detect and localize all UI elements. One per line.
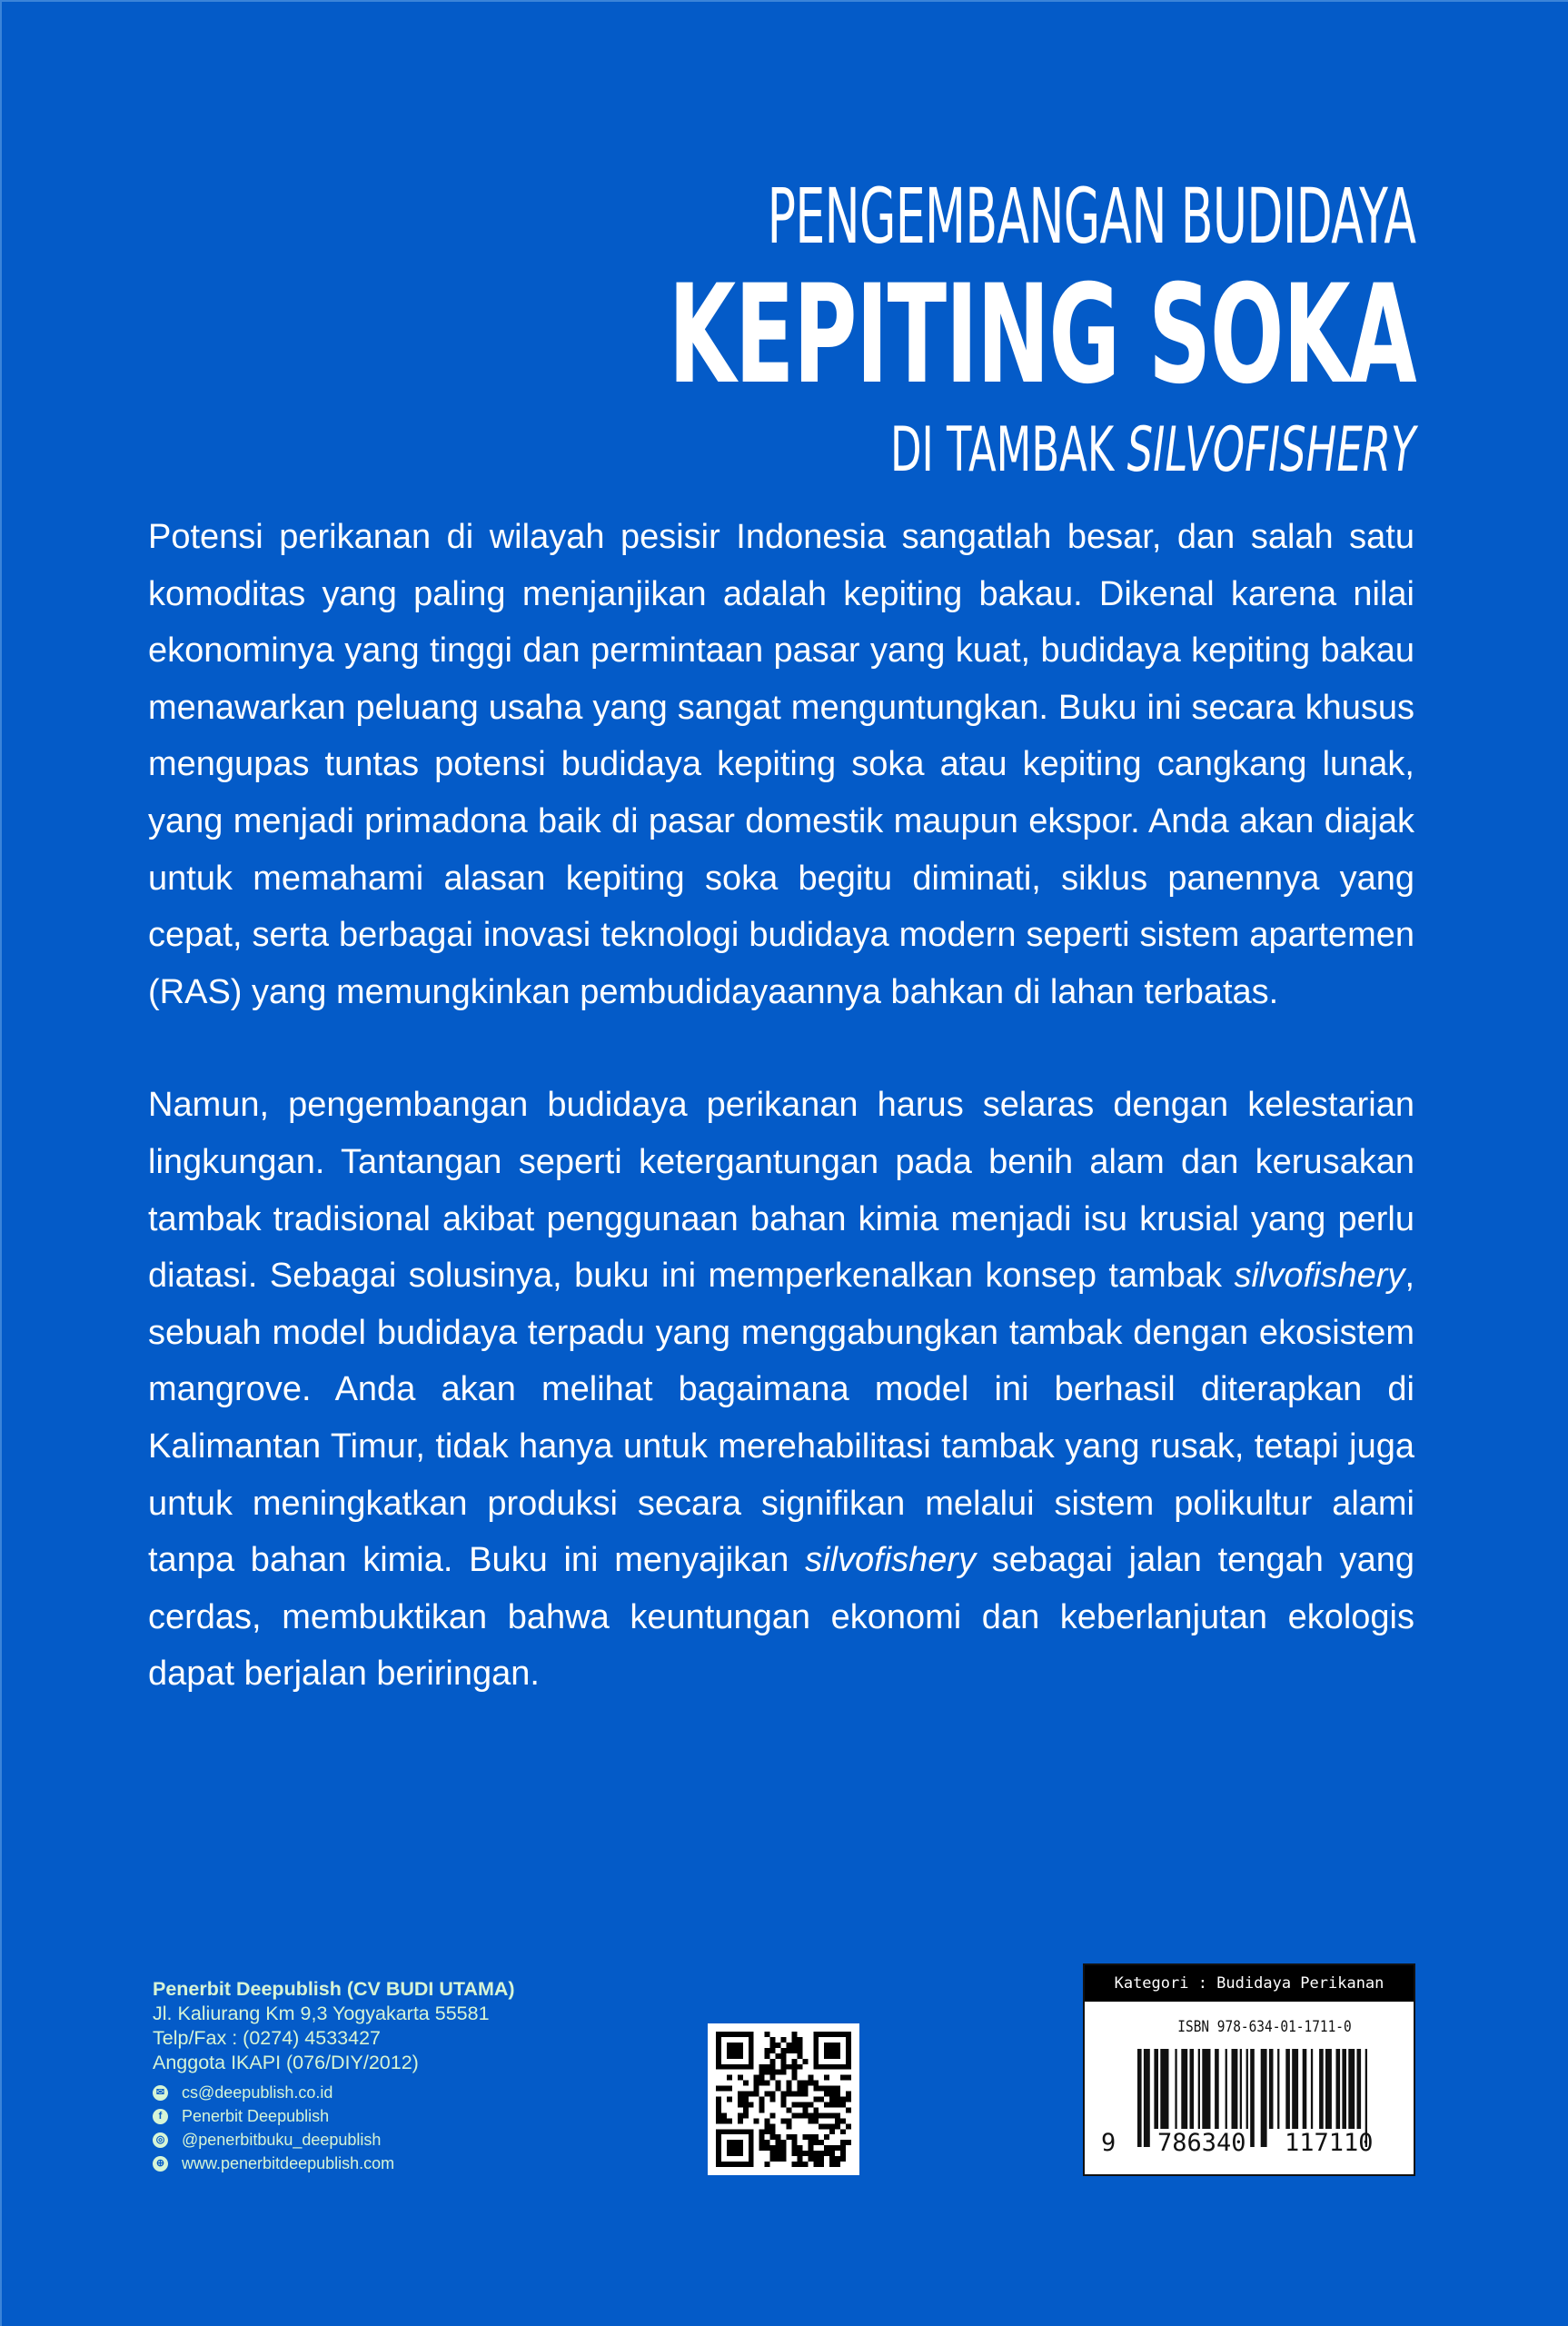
qr-module (824, 2075, 829, 2081)
qr-module (770, 2123, 776, 2129)
qr-module (727, 2086, 732, 2092)
qr-module (829, 2123, 835, 2129)
qr-module (781, 2059, 787, 2064)
qr-module (829, 2092, 835, 2097)
contact-instagram[interactable] (153, 2128, 515, 2152)
qr-module (770, 2129, 776, 2134)
qr-module (781, 2145, 787, 2151)
email-icon: ✉ (153, 2085, 168, 2101)
qr-module (765, 2092, 770, 2097)
qr-module (743, 2102, 749, 2107)
qr-module (840, 2118, 846, 2123)
qr-module (829, 2097, 835, 2102)
qr-module (776, 2145, 781, 2151)
qr-module (791, 2043, 797, 2048)
qr-module (765, 2048, 770, 2053)
title-line-2: KEPITING SOKA (668, 256, 1415, 414)
qr-module (791, 2162, 797, 2167)
qr-module (835, 2145, 840, 2151)
qr-module (743, 2107, 749, 2112)
qr-module (791, 2112, 797, 2118)
qr-module (797, 2048, 802, 2053)
qr-module (791, 2059, 797, 2064)
qr-module (770, 2070, 776, 2075)
qr-module (840, 2156, 846, 2162)
qr-module (808, 2156, 813, 2162)
qr-module (819, 2151, 824, 2156)
qr-module (835, 2097, 840, 2102)
qr-module (802, 2092, 808, 2097)
qr-module (776, 2086, 781, 2092)
qr-module (813, 2134, 819, 2140)
qr-module (791, 2140, 797, 2145)
qr-module (829, 2086, 835, 2092)
publisher-address: Jl. Kaliurang Km 9,3 Yogyakarta 55581 (153, 2003, 490, 2024)
qr-module (770, 2092, 776, 2097)
barcode-bar (1137, 2049, 1142, 2147)
contact-instagram-text[interactable]: @penerbitbuku_deepublish (182, 2130, 382, 2149)
qr-module (808, 2102, 813, 2107)
qr-module (808, 2134, 813, 2140)
qr-module (791, 2145, 797, 2151)
synopsis-paragraph-1: Potensi perikanan di wilayah pesisir Indonesia sangatlah besar, dan salah satu komoditas yang paling menjanjikan adalah kepiting bakau. Dikenal karena nilai ekonominya yang tinggi dan permintaan pasar yang kuat, budidaya kepiting bakau menawarkan peluang usaha yang sangat menguntungkan. Buku ini secara khusus mengupas tuntas potensi budidaya kepiting soka atau kepiting cangkang lunak, yang menjadi primadona baik di pasar domestik maupun ekspor. Anda akan diajak untuk memahami alasan kepiting soka begitu diminati, siklus panennya yang cepat, serta berbagai inovasi teknologi budidaya modern seperti sistem apartemen (RAS) yang memungkinkan pembudidayaannya bahkan di lahan terbatas. (148, 518, 1414, 1011)
qr-module (813, 2086, 819, 2092)
qr-module (743, 2112, 749, 2118)
publisher-info (153, 1977, 515, 2175)
qr-module (776, 2156, 781, 2162)
qr-module (819, 2156, 824, 2162)
qr-module (802, 2107, 808, 2112)
qr-module (759, 2140, 765, 2145)
qr-module (759, 2129, 765, 2134)
barcode-bar (1240, 2049, 1242, 2129)
contact-email-text[interactable]: cs@deepublish.co.id (182, 2082, 333, 2102)
qr-module (759, 2145, 765, 2151)
qr-module (727, 2075, 732, 2081)
qr-module (781, 2092, 787, 2097)
qr-module (819, 2123, 824, 2129)
qr-module (819, 2086, 824, 2092)
contact-website-text[interactable]: www.penerbitdeepublish.com (182, 2153, 395, 2172)
qr-module (781, 2118, 787, 2123)
qr-module (791, 2070, 797, 2075)
qr-module (721, 2112, 727, 2118)
barcode-bar (1269, 2049, 1274, 2129)
qr-module (759, 2107, 765, 2112)
qr-module (846, 2075, 851, 2081)
qr-module (754, 2092, 759, 2097)
publisher-contacts (153, 2081, 515, 2175)
contact-facebook[interactable] (153, 2104, 515, 2128)
qr-module (835, 2118, 840, 2123)
qr-module (802, 2081, 808, 2086)
qr-module (749, 2092, 754, 2097)
title-line-3 (645, 414, 1415, 487)
synopsis-p2-italic2: silvofishery (805, 1541, 977, 1580)
qr-module (808, 2118, 813, 2123)
qr-module (765, 2145, 770, 2151)
qr-module (776, 2140, 781, 2145)
qr-module (786, 2086, 791, 2092)
barcode-bar (1325, 2049, 1332, 2129)
qr-module (727, 2118, 732, 2123)
qr-module (738, 2102, 743, 2107)
qr-module (776, 2134, 781, 2140)
qr-module (781, 2053, 787, 2059)
qr-module (791, 2092, 797, 2097)
qr-module (781, 2037, 787, 2043)
qr-module (829, 2102, 835, 2107)
qr-module (802, 2059, 808, 2064)
qr-module (819, 2097, 824, 2102)
qr-module (770, 2156, 776, 2162)
barcode-bar (1160, 2049, 1168, 2129)
synopsis-p2-part2: , sebuah model budidaya terpadu yang menggabungkan tambak dengan ekosistem mangrove. Anda akan melihat bagaimana model ini berhasil diterapkan di Kalimantan Timur, tidak hanya untuk merehabilitasi tambak yang rusak, tetapi juga untuk meningkatkan produksi secara signifikan melalui sistem polikultur alami tanpa bahan kimia. Buku ini menyajikan (148, 1257, 1414, 1580)
qr-module (754, 2086, 759, 2092)
qr-module (829, 2112, 835, 2118)
qr-module (819, 2140, 824, 2145)
qr-module (781, 2064, 787, 2070)
qr-module (770, 2037, 776, 2043)
qr-module (791, 2134, 797, 2140)
barcode-bar (1226, 2049, 1227, 2129)
qr-module (813, 2097, 819, 2102)
qr-module (765, 2053, 770, 2059)
qr-module (797, 2086, 802, 2092)
qr-module (835, 2102, 840, 2107)
qr-module (813, 2140, 819, 2145)
qr-module (781, 2070, 787, 2075)
qr-module (786, 2064, 791, 2070)
instagram-icon: ◎ (153, 2132, 168, 2148)
publisher-name: Penerbit Deepublish (CV BUDI UTAMA) (153, 1978, 515, 2000)
qr-module (802, 2086, 808, 2092)
qr-module (797, 2043, 802, 2048)
qr-module (791, 2102, 797, 2107)
qr-module (791, 2048, 797, 2053)
qr-code[interactable] (708, 2023, 859, 2175)
qr-module (781, 2102, 787, 2107)
barcode-digit-first: 9 (1101, 2129, 1116, 2157)
publisher-membership: Anggota IKAPI (076/DIY/2012) (153, 2052, 419, 2073)
barcode-digits-right: 117110 (1285, 2129, 1374, 2157)
barcode-bar (1250, 2049, 1255, 2147)
qr-module (765, 2070, 770, 2075)
barcode-bar (1181, 2049, 1187, 2129)
qr-module (776, 2151, 781, 2156)
contact-email[interactable] (153, 2081, 515, 2104)
qr-module (802, 2102, 808, 2107)
book-title (248, 173, 1415, 487)
barcode-bar (1319, 2049, 1324, 2129)
qr-module (840, 2097, 846, 2102)
qr-module (786, 2048, 791, 2053)
qr-module (781, 2140, 787, 2145)
barcode-bar (1215, 2049, 1219, 2129)
qr-module (781, 2097, 787, 2102)
qr-module (786, 2043, 791, 2048)
qr-module (776, 2070, 781, 2075)
isbn-barcode-box (1083, 1963, 1415, 2176)
qr-module (835, 2123, 840, 2129)
barcode-bar (1348, 2049, 1355, 2129)
qr-module (846, 2123, 851, 2129)
qr-module (727, 2043, 743, 2059)
qr-module (813, 2107, 819, 2112)
synopsis-p2-part1: Namun, pengembangan budidaya perikanan harus selaras dengan kelestarian lingkungan. Tantangan seperti ketergantungan pada benih alam dan kerusakan tambak tradisional akibat penggunaan bahan kimia menjadi isu krusial yang perlu diatasi. Sebagai solusinya, buku ini memperkenalkan konsep tambak (148, 1086, 1414, 1296)
publisher-phone: Telp/Fax : (0274) 4533427 (153, 2027, 381, 2049)
qr-module (835, 2086, 840, 2092)
qr-module (824, 2092, 829, 2097)
qr-module (743, 2081, 749, 2086)
qr-module (776, 2081, 781, 2086)
qr-module (738, 2118, 743, 2123)
qr-module (829, 2156, 835, 2162)
qr-module (738, 2097, 743, 2102)
qr-module (759, 2064, 765, 2070)
title-line-3-italic: SILVOFISHERY (1126, 414, 1415, 486)
qr-module (770, 2112, 776, 2118)
qr-module (765, 2064, 770, 2070)
qr-module (786, 2107, 791, 2112)
qr-module (802, 2151, 808, 2156)
qr-module (802, 2112, 808, 2118)
qr-module (819, 2162, 824, 2167)
qr-module (716, 2112, 721, 2118)
qr-module (797, 2092, 802, 2097)
qr-module (765, 2140, 770, 2145)
qr-module (770, 2145, 776, 2151)
qr-module (797, 2156, 802, 2162)
qr-module (835, 2112, 840, 2118)
qr-module (835, 2156, 840, 2162)
facebook-icon: f (153, 2109, 168, 2124)
qr-module (846, 2140, 851, 2145)
qr-module (846, 2097, 851, 2102)
qr-module (759, 2134, 765, 2140)
qr-module (813, 2162, 819, 2167)
qr-module (765, 2162, 770, 2167)
qr-module (759, 2102, 765, 2107)
qr-module (808, 2145, 813, 2151)
qr-module (786, 2081, 791, 2086)
qr-module (765, 2081, 770, 2086)
barcode-bar (1246, 2049, 1248, 2129)
qr-module (770, 2097, 776, 2102)
qr-module (813, 2151, 819, 2156)
qr-module (835, 2162, 840, 2167)
qr-module (791, 2151, 797, 2156)
qr-module (721, 2086, 727, 2092)
contact-website[interactable] (153, 2152, 515, 2175)
barcode-bar (1277, 2049, 1279, 2129)
qr-module (754, 2118, 759, 2123)
barcode-bar (1202, 2049, 1210, 2129)
barcode-bar (1232, 2049, 1238, 2129)
qr-module (716, 2086, 721, 2092)
qr-module (824, 2123, 829, 2129)
qr-module (716, 2107, 721, 2112)
qr-module (791, 2032, 797, 2037)
synopsis-p2-italic1: silvofishery (1234, 1257, 1405, 1296)
qr-module (716, 2097, 721, 2102)
qr-module (727, 2097, 732, 2102)
synopsis (148, 509, 1414, 1703)
barcode-bar (1311, 2049, 1313, 2129)
qr-module (813, 2118, 819, 2123)
qr-module (840, 2129, 846, 2134)
qr-module (797, 2064, 802, 2070)
qr-module (759, 2081, 765, 2086)
cover-edge-top (0, 0, 1568, 2)
qr-module (759, 2070, 765, 2075)
qr-module (781, 2151, 787, 2156)
qr-module (824, 2151, 829, 2156)
qr-module (721, 2118, 727, 2123)
qr-module (802, 2162, 808, 2167)
qr-module (791, 2075, 797, 2081)
qr-module (765, 2129, 770, 2134)
qr-module (759, 2097, 765, 2102)
barcode-bar (1303, 2049, 1307, 2129)
barcode-bar (1144, 2049, 1150, 2147)
qr-module (824, 2086, 829, 2092)
qr-module (770, 2075, 776, 2081)
qr-module (808, 2151, 813, 2156)
qr-module (743, 2097, 749, 2102)
qr-module (770, 2048, 776, 2053)
title-line-3-prefix: DI TAMBAK (889, 414, 1127, 486)
qr-module (797, 2102, 802, 2107)
barcode-bar (1154, 2049, 1158, 2129)
qr-module (813, 2156, 819, 2162)
qr-module (716, 2118, 721, 2123)
qr-module (765, 2123, 770, 2129)
qr-module (824, 2145, 829, 2151)
contact-facebook-text[interactable]: Penerbit Deepublish (182, 2106, 330, 2125)
qr-module (846, 2092, 851, 2097)
qr-module (770, 2151, 776, 2156)
qr-module (738, 2092, 743, 2097)
qr-module (749, 2102, 754, 2107)
qr-module (781, 2156, 787, 2162)
qr-module (846, 2107, 851, 2112)
qr-module (765, 2032, 770, 2037)
qr-module (808, 2075, 813, 2081)
synopsis-p2-part3: sebagai jalan tengah yang cerdas, membuktikan bahwa keuntungan ekonomi dan keberlanjutan ekologis dapat berjalan beriringan. (148, 1541, 1414, 1694)
qr-module (829, 2151, 835, 2156)
qr-module (754, 2081, 759, 2086)
qr-module (716, 2102, 721, 2107)
qr-module (738, 2112, 743, 2118)
qr-module (829, 2129, 835, 2134)
qr-module (738, 2075, 743, 2081)
qr-module (786, 2118, 791, 2123)
qr-module (770, 2059, 776, 2064)
qr-module (781, 2048, 787, 2053)
barcode-bar (1357, 2049, 1362, 2129)
qr-module (840, 2140, 846, 2145)
qr-module (808, 2112, 813, 2118)
globe-icon: ⊕ (153, 2156, 168, 2172)
qr-module (797, 2053, 802, 2059)
synopsis-paragraph-2 (148, 1077, 1414, 1703)
qr-module (727, 2140, 743, 2156)
qr-module (770, 2134, 776, 2140)
qr-module (791, 2064, 797, 2070)
qr-code-pattern (716, 2032, 851, 2167)
qr-module (840, 2151, 846, 2156)
category-label: Kategori : Budidaya Perikanan (1085, 1965, 1414, 2002)
qr-module (797, 2081, 802, 2086)
qr-module (808, 2081, 813, 2086)
qr-module (829, 2162, 835, 2167)
barcode-bar (1336, 2049, 1341, 2129)
qr-module (770, 2043, 776, 2048)
barcode-bar (1342, 2049, 1346, 2129)
qr-module (797, 2151, 802, 2156)
qr-module (759, 2075, 765, 2081)
qr-module (797, 2145, 802, 2151)
qr-module (776, 2053, 781, 2059)
barcode-bar (1261, 2049, 1267, 2147)
qr-module (813, 2081, 819, 2086)
barcode-digits-left: 786340 (1157, 2129, 1246, 2157)
qr-module (808, 2140, 813, 2145)
barcode-bar (1285, 2049, 1290, 2129)
barcode-bar (1190, 2049, 1195, 2129)
qr-module (840, 2075, 846, 2081)
qr-module (770, 2064, 776, 2070)
barcode-bar (1198, 2049, 1200, 2129)
qr-module (840, 2145, 846, 2151)
qr-module (786, 2092, 791, 2097)
isbn-number: ISBN 978-634-01-1711-0 (1177, 2018, 1352, 2036)
qr-module (765, 2118, 770, 2123)
barcode-bar (1292, 2049, 1298, 2129)
qr-module (802, 2134, 808, 2140)
qr-module (797, 2162, 802, 2167)
qr-module (824, 2102, 829, 2107)
qr-module (840, 2102, 846, 2107)
qr-module (829, 2145, 835, 2151)
qr-module (835, 2092, 840, 2097)
qr-module (791, 2037, 797, 2043)
qr-module (776, 2043, 781, 2048)
cover-edge-left (0, 0, 2, 2326)
qr-module (743, 2092, 749, 2097)
qr-module (797, 2037, 802, 2043)
title-line-1: PENGEMBANGAN BUDIDAYA (767, 172, 1415, 261)
qr-module (813, 2112, 819, 2118)
qr-module (786, 2123, 791, 2129)
qr-module (824, 2112, 829, 2118)
qr-module (797, 2112, 802, 2118)
qr-module (824, 2043, 840, 2059)
qr-module (754, 2075, 759, 2081)
qr-module (824, 2134, 829, 2140)
barcode-bar (1175, 2049, 1176, 2129)
qr-module (786, 2134, 791, 2140)
qr-module (819, 2112, 824, 2118)
